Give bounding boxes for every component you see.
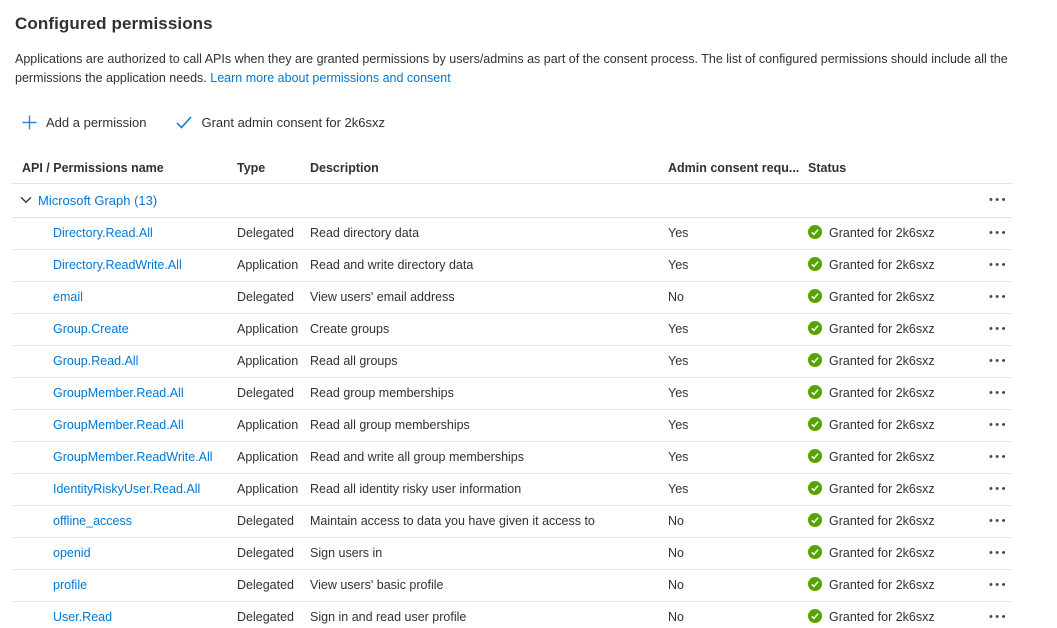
- table-row: [12, 474, 1012, 506]
- permission-name-link[interactable]: GroupMember.Read.All: [53, 418, 184, 433]
- row-context-menu-button[interactable]: •••: [989, 612, 1012, 623]
- granted-check-icon: [808, 225, 822, 242]
- permission-type: Application: [237, 418, 299, 433]
- group-name-link[interactable]: Microsoft Graph (13): [38, 192, 158, 208]
- admin-consent-value: Yes: [668, 258, 689, 273]
- permission-description: Create groups: [310, 322, 390, 337]
- row-context-menu-button[interactable]: •••: [989, 388, 1012, 399]
- table-row: [12, 378, 1012, 410]
- column-header-status: Status: [808, 161, 847, 176]
- table-row: [12, 218, 1012, 250]
- status-badge: [808, 321, 935, 338]
- permission-name-link[interactable]: profile: [53, 578, 88, 593]
- granted-check-icon: [808, 385, 822, 402]
- table-header-row: [12, 154, 1012, 184]
- status-badge: [808, 225, 935, 242]
- granted-check-icon: [808, 577, 822, 594]
- admin-consent-value: Yes: [668, 386, 689, 401]
- status-badge: [808, 545, 935, 562]
- row-context-menu-button[interactable]: •••: [989, 516, 1012, 527]
- permission-name-link[interactable]: IdentityRiskyUser.Read.All: [53, 482, 201, 497]
- table-body: [12, 218, 1012, 628]
- admin-consent-value: Yes: [668, 450, 689, 465]
- granted-check-icon: [808, 321, 822, 338]
- group-context-menu-button[interactable]: •••: [989, 195, 1012, 206]
- status-text: Granted for 2k6sxz: [829, 546, 935, 561]
- status-badge: [808, 609, 935, 626]
- status-badge: [808, 417, 935, 434]
- api-group-row-microsoft-graph: [12, 184, 1012, 218]
- permission-description: Maintain access to data you have given it access to: [310, 514, 595, 529]
- granted-check-icon: [808, 449, 822, 466]
- admin-consent-value: No: [668, 578, 684, 593]
- table-row: [12, 602, 1012, 628]
- learn-more-link[interactable]: Learn more about permissions and consent: [210, 71, 451, 86]
- granted-check-icon: [808, 257, 822, 274]
- permissions-table: [12, 154, 1012, 628]
- grant-admin-consent-button[interactable]: [174, 111, 387, 134]
- table-row: [12, 442, 1012, 474]
- permission-description: Read all group memberships: [310, 418, 470, 433]
- row-context-menu-button[interactable]: •••: [989, 356, 1012, 367]
- granted-check-icon: [808, 289, 822, 306]
- status-text: Granted for 2k6sxz: [829, 450, 935, 465]
- status-badge: [808, 449, 935, 466]
- row-context-menu-button[interactable]: •••: [989, 580, 1012, 591]
- permission-type: Application: [237, 354, 299, 369]
- status-text: Granted for 2k6sxz: [829, 290, 935, 305]
- status-badge: [808, 385, 935, 402]
- add-permission-label: Add a permission: [46, 114, 147, 130]
- page-title: Configured permissions: [15, 14, 213, 33]
- admin-consent-value: No: [668, 546, 684, 561]
- granted-check-icon: [808, 609, 822, 626]
- row-context-menu-button[interactable]: •••: [989, 292, 1012, 303]
- group-expander[interactable]: [12, 191, 965, 209]
- permission-name-link[interactable]: GroupMember.ReadWrite.All: [53, 450, 213, 465]
- grant-admin-consent-label: Grant admin consent for 2k6sxz: [201, 114, 385, 130]
- column-header-admin-consent: Admin consent requ...: [668, 161, 800, 176]
- section-description: [15, 50, 1025, 89]
- column-header-api: API / Permissions name: [22, 161, 164, 176]
- status-text: Granted for 2k6sxz: [829, 322, 935, 337]
- permission-description: View users' email address: [310, 290, 455, 305]
- status-text: Granted for 2k6sxz: [829, 258, 935, 273]
- table-row: [12, 250, 1012, 282]
- row-context-menu-button[interactable]: •••: [989, 484, 1012, 495]
- permission-name-link[interactable]: offline_access: [53, 514, 132, 529]
- permission-description: Read directory data: [310, 226, 420, 241]
- granted-check-icon: [808, 481, 822, 498]
- permission-type: Delegated: [237, 610, 294, 625]
- permission-type: Delegated: [237, 578, 294, 593]
- admin-consent-value: Yes: [668, 226, 689, 241]
- add-permission-button[interactable]: [20, 111, 148, 134]
- permission-type: Delegated: [237, 386, 294, 401]
- permission-name-link[interactable]: Group.Read.All: [53, 354, 139, 369]
- admin-consent-value: No: [668, 610, 684, 625]
- admin-consent-value: Yes: [668, 482, 689, 497]
- permission-description: Sign users in: [310, 546, 383, 561]
- permission-type: Delegated: [237, 546, 294, 561]
- table-row: [12, 314, 1012, 346]
- permission-name-link[interactable]: Group.Create: [53, 322, 129, 337]
- status-text: Granted for 2k6sxz: [829, 418, 935, 433]
- admin-consent-value: Yes: [668, 354, 689, 369]
- table-row: [12, 506, 1012, 538]
- row-context-menu-button[interactable]: •••: [989, 420, 1012, 431]
- status-badge: [808, 257, 935, 274]
- permission-name-link[interactable]: GroupMember.Read.All: [53, 386, 184, 401]
- status-text: Granted for 2k6sxz: [829, 386, 935, 401]
- permission-type: Delegated: [237, 290, 294, 305]
- table-row: [12, 346, 1012, 378]
- permission-name-link[interactable]: openid: [53, 546, 91, 561]
- table-row: [12, 538, 1012, 570]
- permission-description: View users' basic profile: [310, 578, 444, 593]
- status-badge: [808, 513, 935, 530]
- status-badge: [808, 289, 935, 306]
- permission-description: Read and write all group memberships: [310, 450, 524, 465]
- status-text: Granted for 2k6sxz: [829, 482, 935, 497]
- plus-icon: [22, 115, 37, 130]
- granted-check-icon: [808, 417, 822, 434]
- checkmark-icon: [176, 116, 192, 129]
- status-text: Granted for 2k6sxz: [829, 226, 935, 241]
- admin-consent-value: Yes: [668, 418, 689, 433]
- status-text: Granted for 2k6sxz: [829, 354, 935, 369]
- permission-type: Application: [237, 322, 299, 337]
- granted-check-icon: [808, 545, 822, 562]
- column-header-description: Description: [310, 161, 379, 176]
- permission-description: Read and write directory data: [310, 258, 474, 273]
- description-text: Applications are authorized to call APIs when they are granted permissions by users/admins as part of the consent process. The list of configured permissions should include all the permissions the application needs.: [15, 52, 1008, 86]
- row-context-menu-button[interactable]: •••: [989, 260, 1012, 271]
- permission-type: Application: [237, 482, 299, 497]
- permission-type: Application: [237, 258, 299, 273]
- table-row: [12, 570, 1012, 602]
- permission-name-link[interactable]: email: [53, 290, 83, 305]
- row-context-menu-button[interactable]: •••: [989, 452, 1012, 463]
- permission-type: Application: [237, 450, 299, 465]
- permissions-toolbar: [15, 111, 1037, 134]
- status-badge: [808, 481, 935, 498]
- granted-check-icon: [808, 353, 822, 370]
- admin-consent-value: No: [668, 290, 684, 305]
- row-context-menu-button[interactable]: •••: [989, 548, 1012, 559]
- status-badge: [808, 353, 935, 370]
- status-text: Granted for 2k6sxz: [829, 578, 935, 593]
- chevron-down-icon: [20, 191, 32, 209]
- permission-name-link[interactable]: Directory.ReadWrite.All: [53, 258, 182, 273]
- status-text: Granted for 2k6sxz: [829, 610, 935, 625]
- row-context-menu-button[interactable]: •••: [989, 324, 1012, 335]
- permission-type: Delegated: [237, 226, 294, 241]
- granted-check-icon: [808, 513, 822, 530]
- permission-type: Delegated: [237, 514, 294, 529]
- permission-description: Read group memberships: [310, 386, 454, 401]
- column-header-type: Type: [237, 161, 266, 176]
- table-row: [12, 410, 1012, 442]
- admin-consent-value: No: [668, 514, 684, 529]
- permission-name-link[interactable]: Directory.Read.All: [53, 226, 153, 241]
- row-context-menu-button[interactable]: •••: [989, 228, 1012, 239]
- permission-description: Read all groups: [310, 354, 398, 369]
- status-text: Granted for 2k6sxz: [829, 514, 935, 529]
- table-row: [12, 282, 1012, 314]
- permission-name-link[interactable]: User.Read: [53, 610, 113, 625]
- status-badge: [808, 577, 935, 594]
- permission-description: Sign in and read user profile: [310, 610, 467, 625]
- admin-consent-value: Yes: [668, 322, 689, 337]
- permission-description: Read all identity risky user information: [310, 482, 522, 497]
